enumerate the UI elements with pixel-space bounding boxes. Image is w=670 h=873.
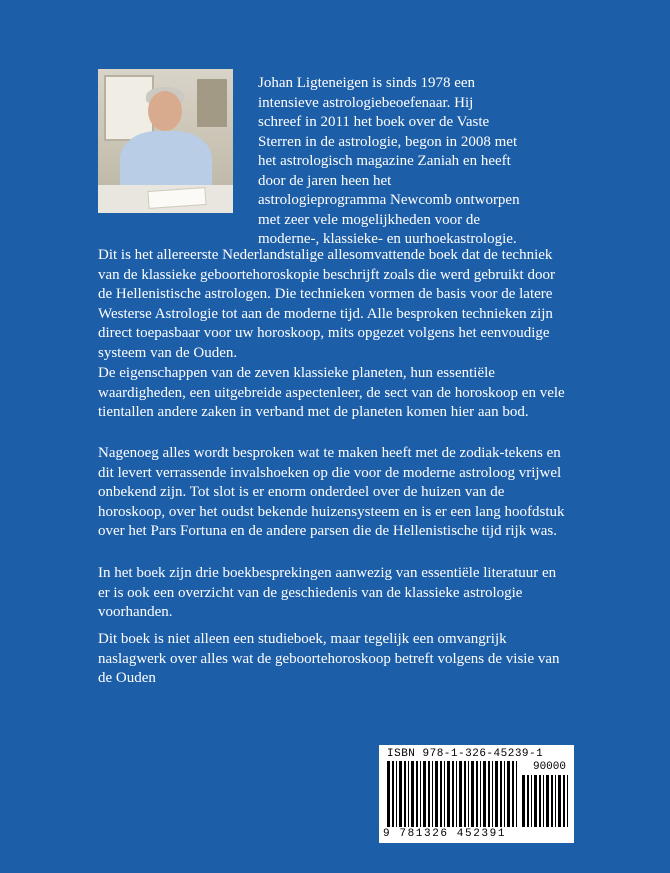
author-bio: Johan Ligteneigen is sinds 1978 een intensieve astrologiebeoefenaar. Hij schreef in 2011 het boek over de Vaste Sterren in de astrologie, begon in 2008 met het astrologisch magazine Zaniah en heeft door de jaren heen het astrologieprogramma Newcomb ontworpen met zeer vele mogelijkheden voor de moderne-, klassieke- en uurhoekastrologie. bbox=[258, 75, 520, 247]
isbn-barcode bbox=[379, 745, 574, 843]
photo-shelf bbox=[197, 79, 227, 127]
paragraph-zodiac: Nagenoeg alles wordt besproken wat te maken heeft met de zodiak-tekens en dit levert verrassende invalshoeken op die voor de moderne astroloog vrijwel onbekend zijn. Tot slot is er enorm onderdeel over de huizen van de horoskoop, over het oudst bekende huizensysteem en is er een lang hoofdstuk over het Pars Fortuna en de andere parsen die de Hellenistische tijd rijk was. bbox=[98, 445, 565, 539]
author-photo bbox=[98, 69, 233, 213]
paragraph-reference: Dit boek is niet alleen een studieboek, maar tegelijk een omvangrijk naslagwerk over alles wat de geboortehoroskoop betreft volgens de visie van de Ouden bbox=[98, 631, 560, 686]
barcode-bars bbox=[387, 761, 517, 827]
price-barcode-bars bbox=[522, 775, 568, 827]
price-code: 90000 bbox=[532, 761, 566, 773]
isbn-label: ISBN 978-1-326-45239-1 bbox=[387, 748, 544, 760]
isbn-digits: 9 781326 452391 bbox=[383, 828, 507, 840]
paragraph-intro: Dit is het allereerste Nederlandstalige allesomvattende boek dat de techniek van de klassieke geboortehoroskopie beschrijft zoals die werd gebruikt door de Hellenistische astrologen. Die technieken vormen de basis voor de latere Westerse Astrologie tot aan de moderne tijd. Alle besproken technieken zijn direct toepasbaar voor uw horoskoop, mits opgezet volgens het eenvoudige systeem van de Ouden. bbox=[98, 247, 555, 361]
photo-person-head bbox=[148, 91, 182, 131]
paragraph-planets: De eigenschappen van de zeven klassieke planeten, hun essentiële waardigheden, een uitgebreide aspectenleer, de sect van de horoskoop en vele tientallen andere zaken in verband met de planeten komen hier aan bod. bbox=[98, 365, 565, 420]
paragraph-reviews: In het boek zijn drie boekbesprekingen aanwezig van essentiële literatuur en er is ook een overzicht van de geschiedenis van de klassieke astrologie voorhanden. bbox=[98, 565, 557, 620]
